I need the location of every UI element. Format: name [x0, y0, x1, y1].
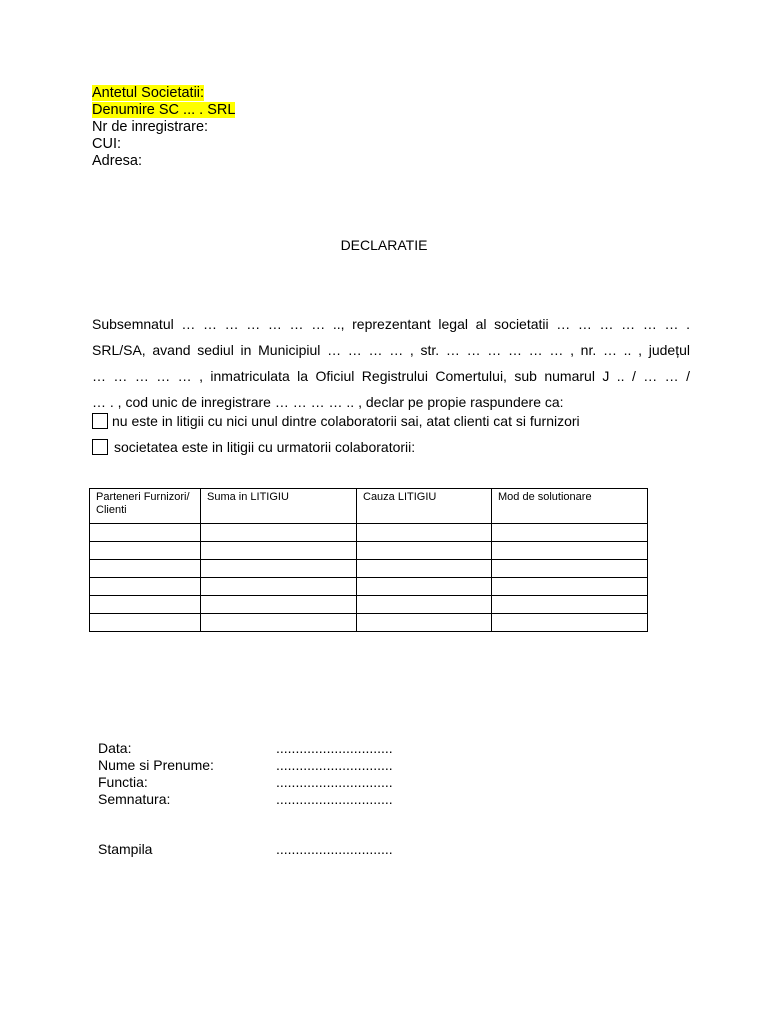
table-row	[90, 560, 648, 578]
no-litigation-label: nu este in litigii cu nici unul dintre colaboratorii sai, atat clienti cat si furnizori	[112, 413, 580, 429]
table-row	[90, 542, 648, 560]
data-label: Data:	[98, 740, 132, 756]
option-in-litigation[interactable]	[92, 438, 415, 456]
declaration-paragraph	[92, 311, 690, 415]
table-cell[interactable]	[201, 560, 357, 578]
stampila-dots[interactable]: ..............................	[276, 841, 393, 857]
header-parteneri: Parteneri Furnizori/ Clienti	[90, 489, 201, 524]
stampila-label: Stampila	[98, 841, 153, 857]
table-cell[interactable]	[201, 524, 357, 542]
document-title: DECLARATIE	[340, 237, 428, 253]
table-cell[interactable]	[201, 596, 357, 614]
table-cell[interactable]	[357, 596, 492, 614]
table-cell[interactable]	[357, 578, 492, 596]
table-cell[interactable]	[90, 596, 201, 614]
option-no-litigation[interactable]	[92, 412, 580, 430]
paragraph-line-2: SRL/SA, avand sediul in Municipiul … … … … , str. … … … … … … , nr. … .. , județul	[92, 342, 690, 358]
signature-row-data	[98, 740, 393, 757]
table-row	[90, 614, 648, 632]
table-row	[90, 596, 648, 614]
header-nr-inregistrare: Nr de inregistrare:	[92, 119, 209, 135]
semnatura-label: Semnatura:	[98, 791, 171, 807]
header-adresa: Adresa:	[92, 153, 142, 169]
in-litigation-label: societatea este in litigii cu urmatorii colaboratorii:	[114, 439, 416, 455]
table-cell[interactable]	[90, 542, 201, 560]
header-denumire: Denumire SC ... . SRL	[92, 102, 236, 118]
header-suma: Suma in LITIGIU	[201, 489, 357, 524]
table-cell[interactable]	[357, 542, 492, 560]
paragraph-line-1: Subsemnatul … … … … … … … .., reprezentant legal al societatii … … … … … … .	[92, 316, 690, 332]
table-cell[interactable]	[201, 578, 357, 596]
in-litigation-checkbox[interactable]	[92, 439, 108, 455]
table-row	[90, 524, 648, 542]
table-cell[interactable]	[357, 524, 492, 542]
table-cell[interactable]	[90, 578, 201, 596]
table-cell[interactable]	[201, 614, 357, 632]
table-cell[interactable]	[492, 614, 648, 632]
header-cauza: Cauza LITIGIU	[357, 489, 492, 524]
semnatura-dots[interactable]: ..............................	[276, 791, 393, 807]
table-header-row	[90, 489, 648, 524]
nume-label: Nume si Prenume:	[98, 757, 214, 773]
table-cell[interactable]	[492, 524, 648, 542]
signature-row-nume	[98, 757, 393, 774]
header-antet: Antetul Societatii:	[92, 85, 205, 101]
table-cell[interactable]	[492, 542, 648, 560]
no-litigation-checkbox[interactable]	[92, 413, 108, 429]
table-cell[interactable]	[90, 614, 201, 632]
functia-dots[interactable]: ..............................	[276, 774, 393, 790]
table-cell[interactable]	[492, 578, 648, 596]
nume-dots[interactable]: ..............................	[276, 757, 393, 773]
paragraph-line-4: … . , cod unic de inregistrare … … … … .. , declar pe propie raspundere ca:	[92, 394, 564, 410]
table-cell[interactable]	[90, 524, 201, 542]
signature-row-functia	[98, 774, 393, 791]
table-cell[interactable]	[90, 560, 201, 578]
table-cell[interactable]	[492, 596, 648, 614]
table-cell[interactable]	[201, 542, 357, 560]
signature-row-stampila	[98, 841, 393, 858]
paragraph-line-3: … … … … … , inmatriculata la Oficiul Registrului Comertului, sub numarul J .. / … … /	[92, 368, 690, 384]
company-header	[92, 85, 235, 170]
litigation-table	[89, 488, 648, 632]
data-dots[interactable]: ..............................	[276, 740, 393, 756]
functia-label: Functia:	[98, 774, 148, 790]
signature-block	[98, 740, 393, 858]
header-cui: CUI:	[92, 136, 121, 152]
table-cell[interactable]	[357, 560, 492, 578]
table-cell[interactable]	[357, 614, 492, 632]
table-cell[interactable]	[492, 560, 648, 578]
signature-row-semnatura	[98, 791, 393, 808]
table-row	[90, 578, 648, 596]
header-mod: Mod de solutionare	[492, 489, 648, 524]
